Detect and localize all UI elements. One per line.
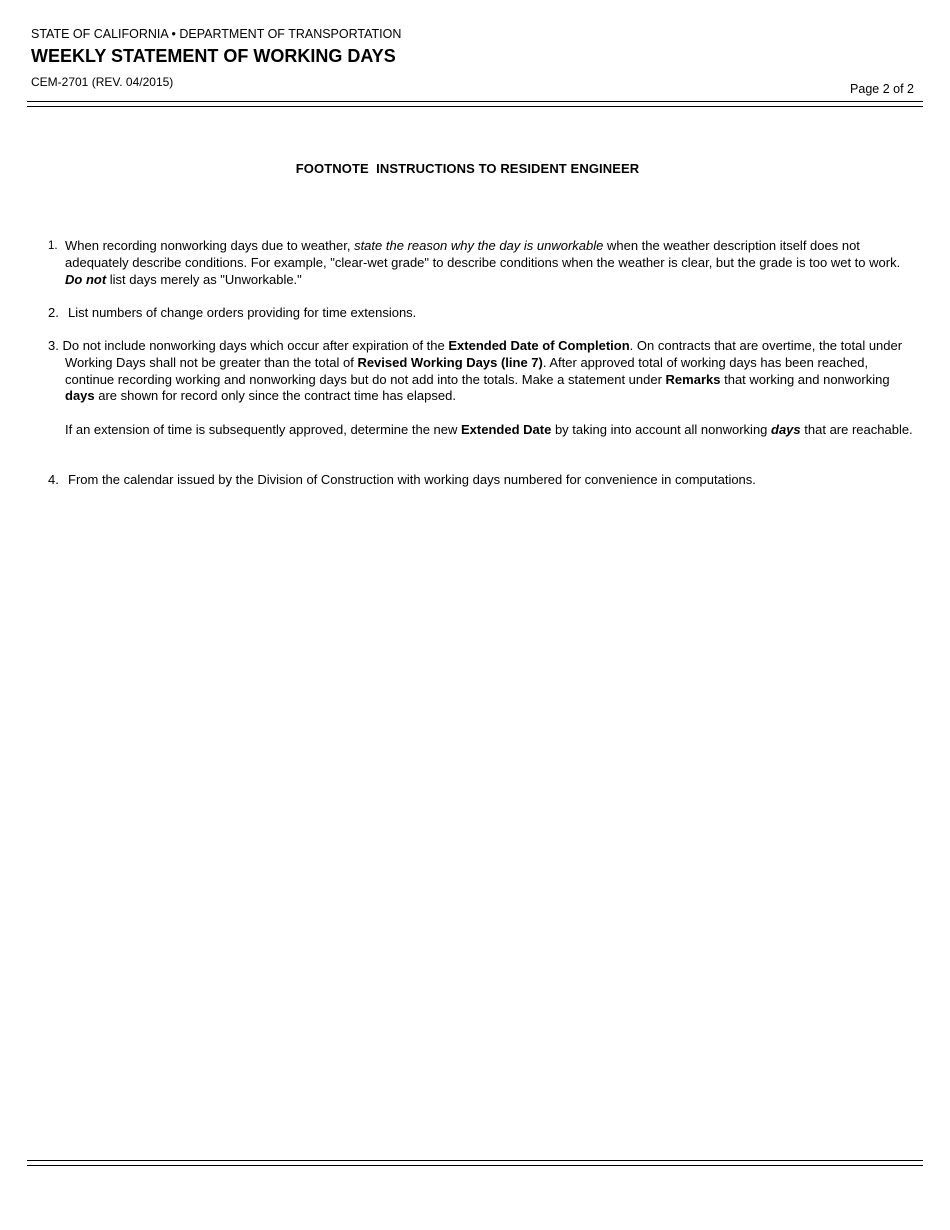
footer-rule-bottom	[27, 1165, 923, 1166]
item-number: 2.	[48, 305, 59, 320]
instruction-item-2	[48, 305, 916, 322]
item-text: When recording nonworking days due to weather, state the reason why the day is unworkable when the weather description itself does not adequately describe conditions. For example, "clear-wet grade" to describe conditions when the weather is clear, but the grade is too wet to work. Do not list days merely as "Unworkable."	[65, 238, 901, 287]
instruction-item-4	[48, 472, 916, 489]
form-title: WEEKLY STATEMENT OF WORKING DAYS	[31, 46, 396, 66]
section-heading: FOOTNOTE INSTRUCTIONS TO RESIDENT ENGINEER	[295, 161, 640, 176]
item-text: From the calendar issued by the Division of Construction with working days numbered for convenience in computations.	[68, 472, 756, 487]
item-number: 1.	[48, 240, 58, 252]
header-rule-bottom	[27, 106, 923, 107]
item-number: 4.	[48, 472, 59, 487]
instruction-item-1	[48, 238, 916, 288]
item-text: List numbers of change orders providing for time extensions.	[68, 305, 417, 320]
agency-line: STATE OF CALIFORNIA • DEPARTMENT OF TRANSPORTATION	[31, 27, 402, 41]
page-number: Page 2 of 2	[850, 82, 914, 96]
instruction-item-3	[48, 338, 916, 405]
item-text: 3. Do not include nonworking days which occur after expiration of the Extended Date of Completion. On contracts that are overtime, the total under Working Days shall not be greater than the total of Revised Working Days (line 7). After approved total of working days has been reached, continue recording working and nonworking days but do not add into the totals. Make a statement under Remarks that working and nonworking days are shown for record only since the contract time has elapsed.	[48, 338, 903, 404]
instruction-item-3-note: If an extension of time is subsequently approved, determine the new Extended Date by taking into account all nonworking days that are reachable.	[65, 422, 913, 437]
item-number: 3.	[48, 338, 59, 353]
footer-rule-top	[27, 1160, 923, 1161]
form-number: CEM-2701 (REV. 04/2015)	[31, 75, 174, 89]
header-rule-top	[27, 101, 923, 102]
